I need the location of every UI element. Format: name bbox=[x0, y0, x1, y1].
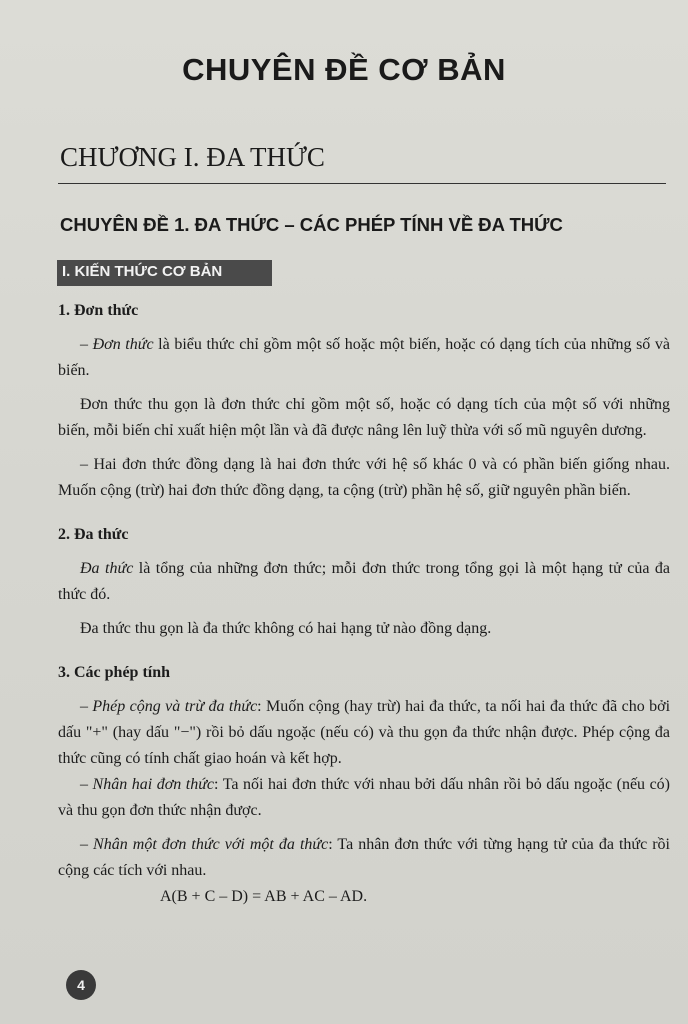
term: Đơn thức bbox=[92, 336, 154, 353]
section-heading-bar bbox=[57, 260, 272, 286]
paragraph-text: : Muốn cộng (hay trừ) hai đa thức, ta nối hai đa thức đã cho bởi dấu "+" (hay dấu "−") rồi bỏ dấu ngoặc (nếu có) và thu gọn đa thức nhận được. Phép cộng đa thức cũng có tính chất giao hoán và kết hợp. bbox=[58, 698, 671, 767]
subsection-heading-polynomial: 2. Đa thức bbox=[58, 526, 129, 543]
term: Nhân hai đơn thức bbox=[92, 776, 215, 793]
chapter-divider bbox=[58, 183, 666, 184]
body-content bbox=[58, 298, 670, 910]
section-heading: I. KIẾN THỨC CƠ BẢN bbox=[62, 263, 223, 280]
paragraph: – Phép cộng và trừ đa thức: Muốn cộng (hay trừ) hai đa thức, ta nối hai đa thức đã cho bởi dấu "+" (hay dấu "−") rồi bỏ dấu ngoặc (nếu có) và thu gọn đa thức nhận được. Phép cộng đa thức cũng có tính chất giao hoán và kết hợp. bbox=[58, 698, 671, 767]
term: Phép cộng và trừ đa thức bbox=[92, 698, 258, 715]
book-title: CHUYÊN ĐỀ CƠ BẢN bbox=[182, 52, 506, 87]
formula: A(B + C – D) = AB + AC – AD. bbox=[160, 888, 368, 905]
paragraph: – Nhân một đơn thức với một đa thức: Ta nhân đơn thức với từng hạng tử của đa thức rồi cộng các tích với nhau. bbox=[58, 836, 671, 879]
subsection-heading-monomial: 1. Đơn thức bbox=[58, 302, 139, 319]
term: Đa thức bbox=[80, 560, 134, 577]
paragraph-text: là biểu thức chỉ gồm một số hoặc một biến, hoặc có dạng tích của những số và biến. bbox=[58, 336, 670, 379]
paragraph-text: : Ta nối hai đơn thức với nhau bởi dấu nhân rồi bỏ dấu ngoặc (nếu có) và thu gọn đơn thức nhận được. bbox=[58, 776, 671, 819]
paragraph: Đa thức thu gọn là đa thức không có hai hạng tử nào đồng dạng. bbox=[80, 620, 492, 637]
paragraph: Đơn thức thu gọn là đơn thức chỉ gồm một số, hoặc có dạng tích của một số với những biến, mỗi biến chỉ xuất hiện một lần và đã được nâng lên luỹ thừa với số mũ nguyên dương. bbox=[58, 396, 670, 439]
chapter-title: CHƯƠNG I. ĐA THỨC bbox=[60, 142, 325, 172]
page-number: 4 bbox=[66, 970, 96, 1000]
paragraph-text: là tổng của những đơn thức; mỗi đơn thức trong tổng gọi là một hạng tử của đa thức đó. bbox=[58, 560, 671, 603]
term: Nhân một đơn thức với một đa thức bbox=[93, 836, 329, 853]
paragraph-text: : Ta nhân đơn thức với từng hạng tử của đa thức rồi cộng các tích với nhau. bbox=[58, 836, 671, 879]
paragraph: – Nhân hai đơn thức: Ta nối hai đơn thức với nhau bởi dấu nhân rồi bỏ dấu ngoặc (nếu có) và thu gọn đơn thức nhận được. bbox=[58, 776, 671, 819]
paragraph: – Hai đơn thức đồng dạng là hai đơn thức với hệ số khác 0 và có phần biến giống nhau. Muốn cộng (trừ) hai đơn thức đồng dạng, ta cộng (trừ) phần hệ số, giữ nguyên phần biến. bbox=[58, 456, 670, 499]
paragraph: – Đơn thức là biểu thức chỉ gồm một số hoặc một biến, hoặc có dạng tích của những số và biến. bbox=[58, 336, 670, 379]
subsection-heading-operations: 3. Các phép tính bbox=[58, 664, 171, 681]
paragraph bbox=[58, 556, 670, 608]
topic-title: CHUYÊN ĐỀ 1. ĐA THỨC – CÁC PHÉP TÍNH VỀ ĐA THỨC bbox=[60, 214, 563, 235]
